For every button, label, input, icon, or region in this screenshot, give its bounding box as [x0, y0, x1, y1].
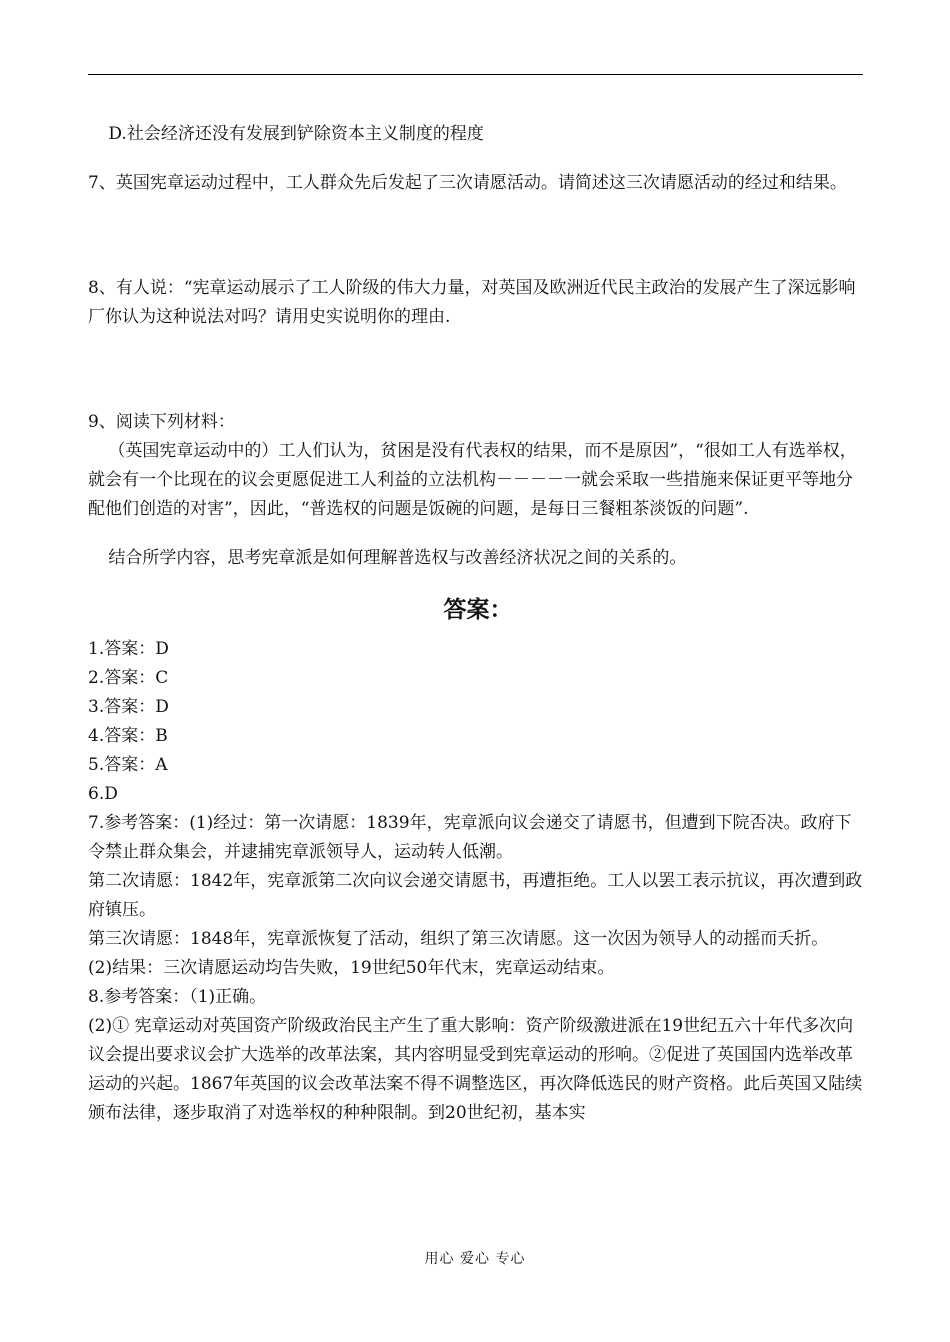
answer-7-part-2: 第二次请愿：1842年，宪章派第二次向议会递交请愿书，再遭拒绝。工人以罢工表示抗议，再次遭到政府镇压。	[88, 871, 863, 920]
answer-1: 1.答案：D	[88, 639, 169, 659]
page-footer: 用心 爱心 专心	[424, 1251, 526, 1267]
answers-heading: 答案：	[443, 596, 513, 623]
question-9-material: （英国宪章运动中的）工人们认为，贫困是没有代表权的结果，而不是原因”，“很如工人有选举权，就会有一个比现在的议会更愿促进工人利益的立法机构－－－－一就会采取一些措施来保证更平等地分配他们创造的对害”，因此，“普选权的问题是饭碗的问题，是每日三餐粗茶淡饭的问题”.	[88, 441, 857, 519]
question-6-option-d: D.社会经济还没有发展到铲除资本主义制度的程度	[108, 124, 484, 144]
answer-6: 6.D	[88, 784, 118, 804]
question-9-prompt: 结合所学内容，思考宪章派是如何理解普选权与改善经济状况之间的关系的。	[108, 548, 687, 568]
document-body	[88, 120, 868, 1128]
header-rule	[88, 74, 863, 75]
answer-5: 5.答案：A	[88, 755, 168, 775]
answer-3: 3.答案：D	[88, 697, 169, 717]
answer-4: 4.答案：B	[88, 726, 168, 746]
question-7: 7、英国宪章运动过程中，工人群众先后发起了三次请愿活动。请简述这三次请愿活动的经过和结果。	[88, 173, 847, 193]
answer-7-part-4: (2)结果：三次请愿运动均告失败，19世纪50年代末，宪章运动结束。	[88, 958, 615, 978]
question-9-title: 9、阅读下列材料：	[88, 412, 235, 432]
answer-7-part-1: 7.参考答案：(1)经过：第一次请愿：1839年，宪章派向议会递交了请愿书，但遭到下院否决。政府下令禁止群众集会，并逮捕宪章派领导人，运动转人低潮。	[88, 813, 852, 862]
answer-8-part-2: (2)① 宪章运动对英国资产阶级政治民主产生了重大影响：资产阶级激进派在19世纪五六十年代多次向议会提出要求议会扩大选举的改革法案，其内容明显受到宪章运动的形响。②促进了英国国内选举改革运动的兴起。1867年英国的议会改革法案不得不调整选区，再次降低选民的财产资格。此后英国又陆续颁布法律，逐步取消了对选举权的种种限制。到20世纪初，基本实	[88, 1016, 863, 1123]
question-8: 8、有人说：“宪章运动展示了工人阶级的伟大力量，对英国及欧洲近代民主政治的发展产生了深远影响厂你认为这种说法对吗？请用史实说明你的理由.	[88, 278, 856, 327]
answer-2: 2.答案：C	[88, 668, 169, 688]
answer-8-part-1: 8.参考答案：（1)正确。	[88, 987, 267, 1007]
answer-7-part-3: 第三次请愿：1848年，宪章派恢复了活动，组织了第三次请愿。这一次因为领导人的动摇而夭折。	[88, 929, 829, 949]
